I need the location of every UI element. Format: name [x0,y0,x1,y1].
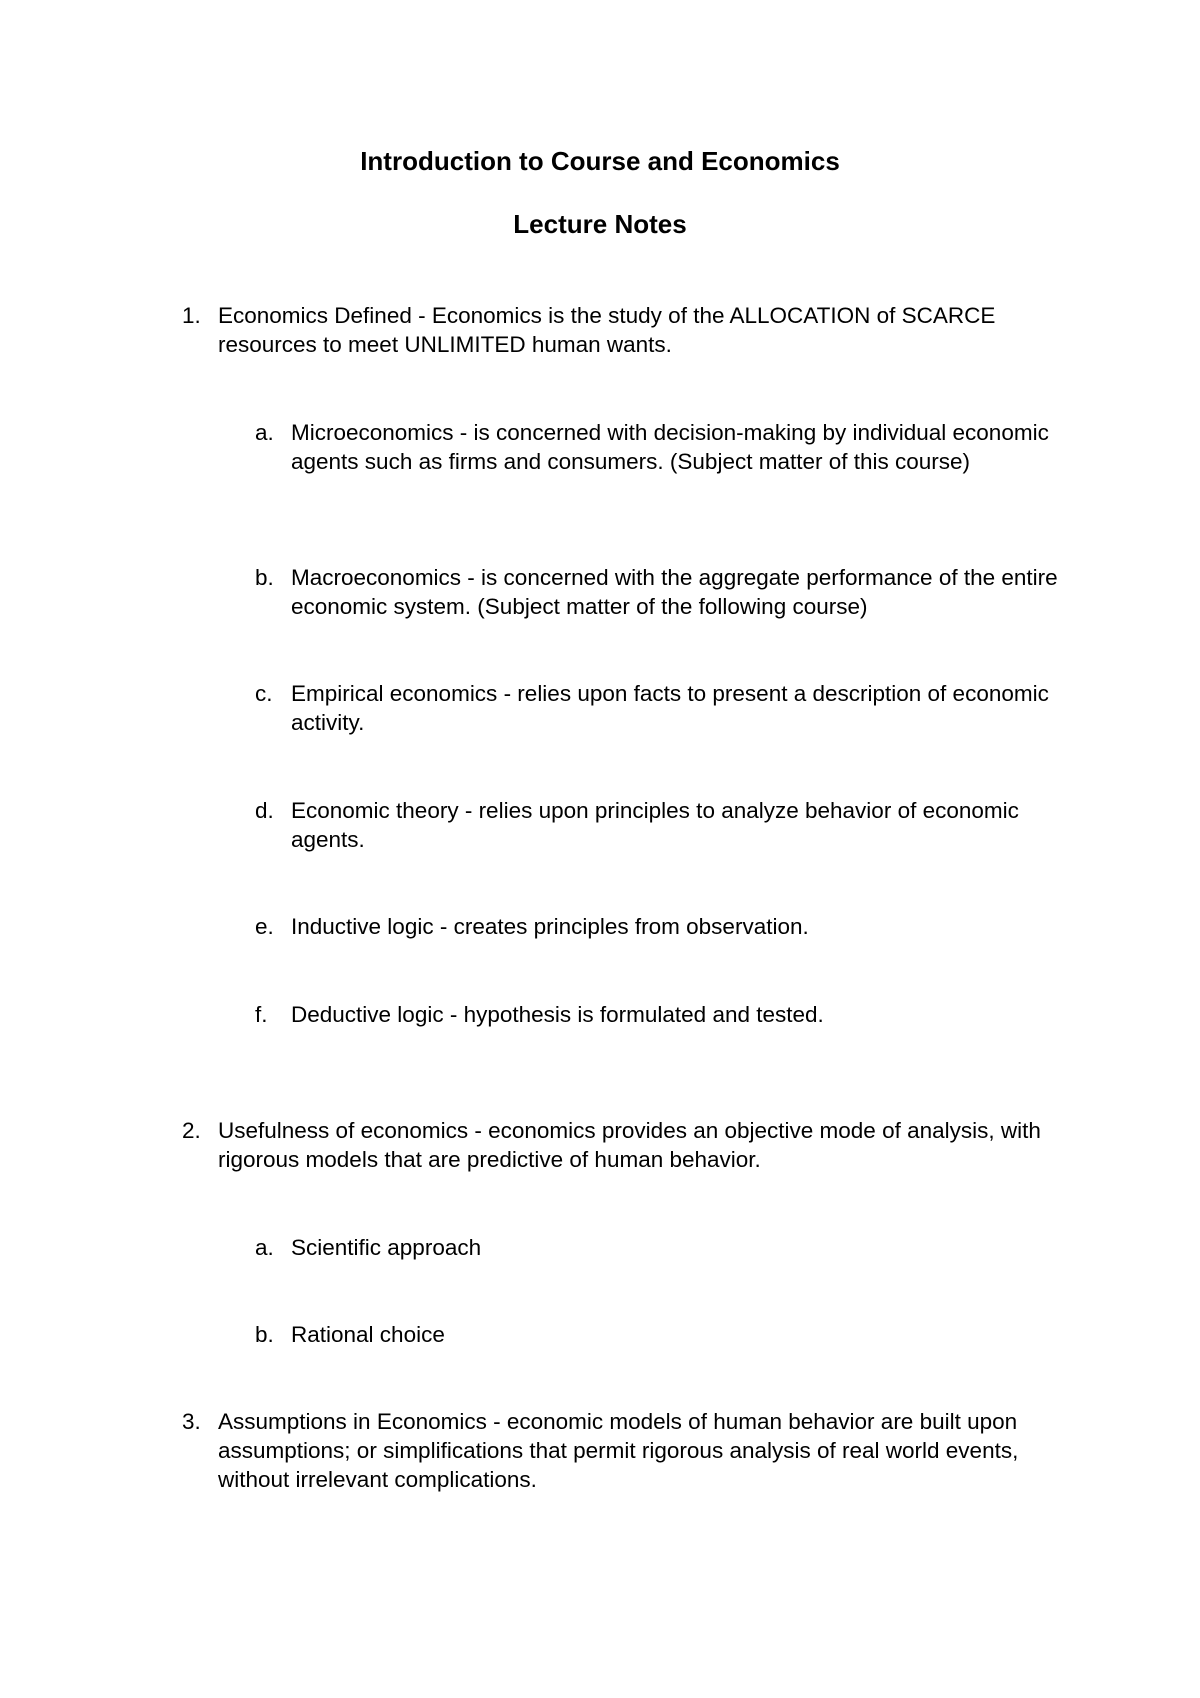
list-item-text: Assumptions in Economics - economic models of human behavior are built upon assumptions; or simplifications that permit rigorous analysis of real world events, without irrelevant complications. [218,1409,1019,1492]
list-marker: 3. [182,1409,201,1434]
sub-marker: b. [255,1322,274,1347]
sub-item-text: Deductive logic - hypothesis is formulated and tested. [291,1002,824,1027]
sub-marker: a. [255,1235,274,1260]
sub-marker: f. [255,1002,268,1027]
sub-item-1d [255,796,1071,854]
list-marker: 2. [182,1118,201,1143]
list-item-text: Usefulness of economics - economics provides an objective mode of analysis, with rigorous models that are predictive of human behavior. [218,1118,1041,1172]
list-item-text: Economics Defined - Economics is the study of the ALLOCATION of SCARCE resources to meet UNLIMITED human wants. [218,303,996,357]
sub-marker: a. [255,420,274,445]
sub-item-text: Macroeconomics - is concerned with the aggregate performance of the entire economic system. (Subject matter of the following course) [291,565,1058,619]
sub-item-text: Inductive logic - creates principles from observation. [291,914,809,939]
sub-marker: d. [255,798,274,823]
sub-item-text: Microeconomics - is concerned with decision-making by individual economic agents such as firms and consumers. (Subject matter of this course) [291,420,1049,474]
sub-item-2b [255,1320,1071,1349]
sub-item-text: Rational choice [291,1322,445,1347]
document-title: Introduction to Course and Economics [360,146,840,176]
sub-marker: c. [255,681,273,706]
sub-item-1b [255,563,1071,621]
list-item-1 [182,301,1068,359]
list-marker: 1. [182,303,201,328]
sub-item-1f [255,1000,1071,1029]
sub-marker: e. [255,914,274,939]
document-subtitle: Lecture Notes [513,209,687,239]
list-item-3 [182,1407,1068,1494]
sub-marker: b. [255,565,274,590]
sub-item-1c [255,679,1071,737]
sub-item-text: Scientific approach [291,1235,482,1260]
sub-item-text: Economic theory - relies upon principles to analyze behavior of economic agents. [291,798,1019,852]
sub-item-text: Empirical economics - relies upon facts to present a description of economic activity. [291,681,1049,735]
sub-item-1a [255,418,1071,476]
list-item-2 [182,1116,1068,1174]
sub-item-1e [255,912,1071,941]
sub-item-2a [255,1233,1071,1262]
